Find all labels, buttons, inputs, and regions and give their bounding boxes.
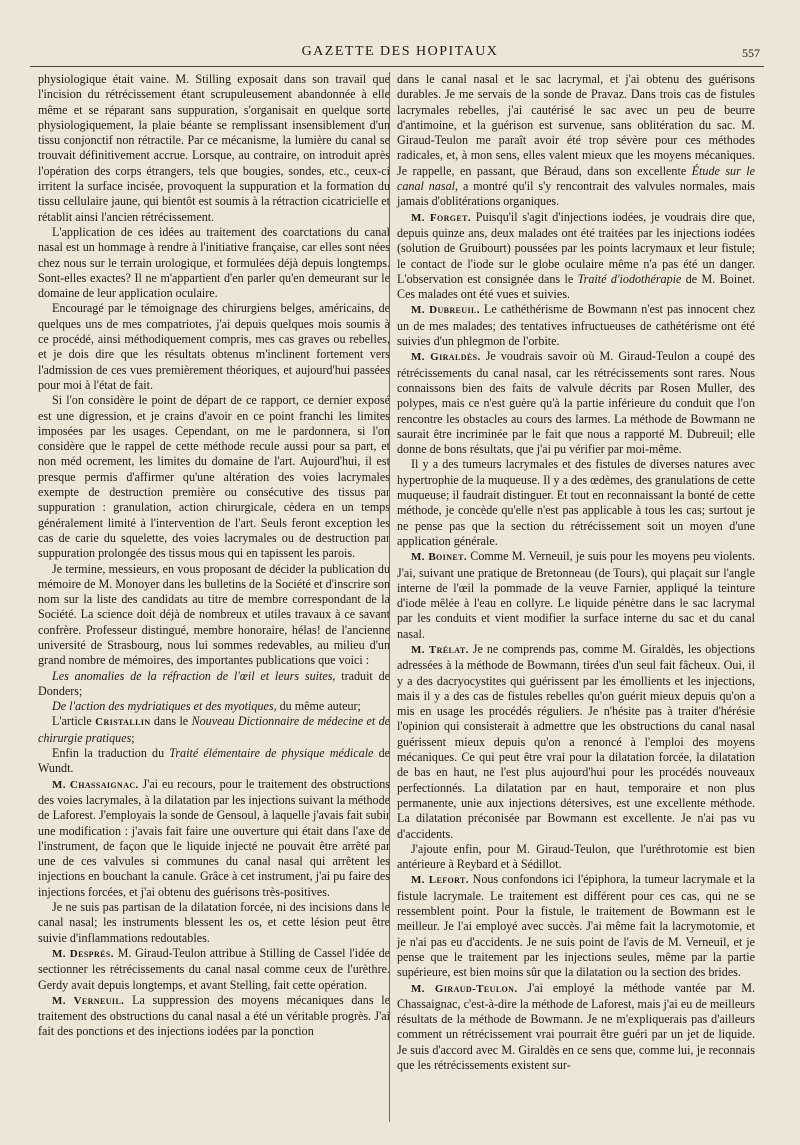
- work-title: De l'action des mydriatiques et des myotiques: [52, 699, 274, 714]
- page-number: 557: [742, 46, 760, 60]
- speaker-name: M. Trélat.: [411, 643, 469, 656]
- left-column: [38, 72, 390, 1040]
- paragraph: [38, 777, 390, 900]
- work-title: Nouveau Dictionnaire de médecine et de chirurgie pratiques: [38, 714, 390, 745]
- paragraph: [38, 714, 390, 746]
- page-header-title: GAZETTE DES HOPITAUX: [301, 44, 499, 59]
- paragraph: [397, 642, 755, 842]
- paragraph-text: dans le: [150, 714, 192, 729]
- paragraph-text: , a montré qu'il s'y rencontrait des valvules normales, mais jamais d'oblitérations organiques.: [397, 179, 755, 209]
- paragraph: [38, 946, 390, 993]
- paragraph: [397, 302, 755, 349]
- paragraph-text: , du même auteur;: [273, 699, 361, 714]
- paragraph: [397, 981, 755, 1074]
- paragraph: [38, 993, 390, 1040]
- paragraph-text: Je voudrais savoir où M. Giraud-Teulon a coupé des rétrécissements du canal nasal, car les rétrécissements sont rares. Nous connaissons bien des faits de valvule décrits par Rosen Muller, des polypes, mais ce n'est guère qu'à la partie inférieure du conduit que l'on rencontre les obstacles au cours des larmes. La méthode de Bowmann ne saurait être incriminée par le fait que nous a rapporté M. Dubreuil; elle donne de bons résultats, que j'ai pu vérifier par moi-même.: [397, 349, 755, 457]
- paragraph-text: Enfin la traduction du: [52, 746, 170, 761]
- paragraph: [397, 72, 755, 210]
- work-title: Traité élémentaire de physique médicale: [169, 746, 374, 761]
- paragraph-text: J'ai eu recours, pour le traitement des obstructions des voies lacrymales, à la dilatation par les injections suivant la méthode de Laforest. J'employais la sonde de Gensoul, à laquelle j'avais fait subir une modification : j'avais fait faire une ouverture qui était dans l'axe de l'instrument, de façon que le liquide injecté ne pouvait être arrêté par une de ces valvules si communes du canal nasal qui arrêtent les injections en bouchant la canule. Grâce à cet instrument, j'ai pu faire des injections forcées, et j'ai obtenu des guérisons très-positives.: [38, 776, 391, 899]
- work-title: Traité d'iodothérapie: [577, 271, 682, 286]
- header-rule: [30, 66, 764, 67]
- paragraph-text: M. Giraud-Teulon attribue à Stilling de Cassel l'idée de sectionner les rétrécissements du canal nasal comme ceux de l'urèthre. Gerdy avait depuis longtemps, et avant Stelling, fait cette opération.: [38, 945, 390, 992]
- paragraph: [38, 301, 390, 393]
- paragraph-text: Je ne suis pas partisan de la dilatation forcée, ni des incisions dans le canal nasal; les instruments blessent les os, et cette lésion peut être suivie d'inflammations redoutables.: [38, 900, 390, 945]
- paragraph-text: Le cathéthérisme de Bowmann n'est pas innocent chez un de mes malades; des tentatives infructueuses de cathétérisme ont été suivies d'un phlegmon de l'orbite.: [397, 302, 755, 349]
- right-column: [397, 72, 755, 1073]
- paragraph-text: J'ajoute enfin, pour M. Giraud-Teulon, que l'uréthrotomie est bien antérieure à Reybard et à Sédillot.: [397, 841, 755, 872]
- paragraph-text: Je ne comprends pas, comme M. Giraldès, les objections adressées à la méthode de Bowmann, tirées d'un seul fait fâcheux. Oui, il y a des dacryocystites qui guérissent par les émollients et les injections, mais il y a des cas de fistules rebelles qu'on guérit mieux depuis qu'on a mis en usage les procédés réguliers. Je n'hésite pas à traiter d'hérésie l'opinion qui consisterait à admettre que les obstructions du canal nasal guérissent mieux depuis qu'on a renoncé à l'emploi des moyens mécaniques. Ce qui peut être vrai pour la dilatation forcée, la dilatation de bas en haut, ne l'est plus aujourd'hui pour les procédés nouveaux perfectionnés. La dilatation par en haut, temporaire et non plus permanente, unie aux injections détersives, est une excellente méthode. La dilatation préconisée par Bowmann est excellente. Je n'ai pas vu d'accidents.: [397, 641, 755, 841]
- paragraph-text: Comme M. Verneuil, je suis pour les moyens peu violents. J'ai, suivant une pratique de Bretonneau (de Tours), qui plaçait sur l'angle interne de l'œil la pommade de la veuve Farnier, appliqué la teinture d'iode mêlée à l'eau en collyre. Le liquide pénètre dans le sac lacrymal par les conduits et vient modifier la surface interne du sac et du canal nasal.: [397, 549, 755, 641]
- paragraph: [38, 669, 390, 700]
- paragraph: [38, 393, 390, 561]
- speaker-name: M. Chassaignac.: [52, 778, 139, 791]
- work-title: Les anomalies de la réfraction de l'œil et leurs suites: [52, 668, 333, 683]
- paragraph: [397, 872, 755, 980]
- paragraph: [38, 225, 390, 301]
- paragraph: [38, 699, 390, 714]
- paragraph: [397, 210, 755, 303]
- paragraph-text: Encouragé par le témoignage des chirurgiens belges, américains, de quelques uns de mes compatriotes, j'ai depuis quelques mois soumis à ce procédé, ainsi méthodiquement compris, mes cas graves ou rebelles, et je dois dire que les résultats obtenus m'inclinent fortement vers l'admission de ces vues premièrement théoriques, et aujourd'hui passées pour moi à l'état de fait.: [38, 301, 390, 392]
- speaker-name: M. Boinet.: [411, 551, 467, 564]
- paragraph: [397, 457, 755, 549]
- article-name: Cristallin: [95, 716, 151, 729]
- paragraph: [397, 349, 755, 457]
- speaker-name: M. Verneuil.: [52, 994, 125, 1007]
- speaker-name: M. Després.: [52, 947, 114, 960]
- paragraph: [38, 746, 390, 777]
- paragraph: [38, 562, 390, 669]
- paragraph-text: de Wundt.: [38, 746, 390, 776]
- paragraph-text: ;: [131, 730, 135, 745]
- paragraph-text: physiologique était vaine. M. Stilling exposait dans son travail que l'incision du rétrécissement étant scrupuleusement abandonnée à elle même et se réparant sans suppuration, s'organisait en quelque sorte physiologiquement, la plaie béante se remplissant insensiblement d'un tissu conjonctif non rétractile. Par ce mécanisme, la lumière du canal se trouvait définitivement accrue. Lorsque, au contraire, on introduit après l'opération des corps étrangers, tels que bougies, sondes, etc., ceux-ci irritent la surface incisée, provoquent la suppuration et la formation du tissu cellulaire jaune, qui bientôt est soumis à la rétraction cicatricielle et rétablit ainsi l'ancien rétrécissement.: [38, 72, 390, 224]
- paragraph: [397, 842, 755, 873]
- paragraph-text: dans le canal nasal et le sac lacrymal, et j'ai obtenu des guérisons durables. Je me servais de la sonde de Pravaz. Dans trois cas de fistules lacrymales rebelles, j'ai cautérisé le sac avec un peu de beurre d'antimoine, et la guérison est survenue, sans oblitération du sac. M. Giraud-Teulon me paraît avoir été trop sévère pour ces méthodes radicales, et, à mon sens, elles valent mieux que les moyens mécaniques. Je rappelle, en passant, que Béraud, dans son excellente: [397, 72, 755, 178]
- paragraph-text: Nous confondons ici l'épiphora, la tumeur lacrymale et la fistule lacrymale. Le traitement est différent pour ces cas, qui ne se ressemblent point. Pour la fistule, le traitement de Bowmann est le meilleur. Je l'ai employé avec succès. J'ai même fait la lacrymotomie, et je n'ai pas eu d'accidents. Je ne suis point de l'avis de M. Verneuil, et je pense que le traitement par les injections seules, même par la partie supérieure, est bien moins sûr que la dilatation ou la section des brides.: [397, 872, 756, 980]
- speaker-name: M. Lefort.: [411, 874, 469, 887]
- paragraph-text: Il y a des tumeurs lacrymales et des fistules de diverses natures avec hypertrophie de la muqueuse. Il y a des œdèmes, des granulations de cette muqueuse; il faudrait distinguer. Et tout en reconnaissant la bonté de cette méthode, je concède qu'elle n'est pas applicable à tous les cas; surtout je ne pense pas que la section du rétrécissement soit un moyen d'une application générale.: [397, 457, 755, 548]
- work-title: Étude sur le canal nasal: [397, 163, 755, 194]
- paragraph-text: , traduit de Donders;: [38, 668, 390, 698]
- paragraph-text: L'application de ces idées au traitement des coarctations du canal nasal est un hommage à rendre à l'initiative française, car elles sont nées chez nous sur le terrain urologique, et formulées déjà depuis longtemps. Sont-elles exactes? Il ne m'appartient d'en parler qu'en demeurant sur le domaine de leur application oculaire.: [38, 224, 390, 301]
- paragraph: [397, 549, 755, 642]
- paragraph: [38, 900, 390, 946]
- paragraph-text: La suppression des moyens mécaniques dans le traitement des obstructions du canal nasal a été un véritable progrès. J'ai fait des ponctions et des injections iodées par la ponction: [38, 992, 390, 1039]
- paragraph-text: Puisqu'il s'agit d'injections iodées, je voudrais dire que, depuis quinze ans, deux malades ont été traitées par les injections iodées (solution de Gruibourt) poussées par les points lacrymaux et leur fistule; le contact de l'iode sur le globe oculaire même n'a pas été un danger. L'observation est consignée dans le: [397, 209, 755, 286]
- speaker-name: M. Forget.: [411, 211, 472, 224]
- speaker-name: M. Giraud-Teulon.: [411, 982, 518, 995]
- speaker-name: M. Giraldès.: [411, 351, 481, 364]
- paragraph: [38, 72, 390, 225]
- paragraph-text: L'article: [52, 714, 96, 729]
- column-divider: [389, 72, 390, 1122]
- speaker-name: M. Dubreuil.: [411, 304, 480, 317]
- paragraph-text: Si l'on considère le point de départ de ce rapport, ce dernier exposé est une digression, et je crains d'avoir en ce point franchi les limites imposées par les usages. Cependant, on me le pardonnera, si l'on considère que le rappel de cette méthode recule aussi pour sa part, et non méd ocrement, les limites du domaine de l'art. Aujourd'hui, il est presque permis d'affirmer qu'une altération des voies lacrymales exempte de destruction première ou consécutive des tissus par suppuration : granulation, action chirurgicale, cèdera en un temps généralement limité à l'intervention de l'art. Seuls feront exception les cas de carie du squelette, des voies lacrymales ou de destruction par suppuration prolongée des tissus mous qui en tapissent les parois.: [38, 393, 390, 561]
- paragraph-text: Je termine, messieurs, en vous proposant de décider la publication du mémoire de M. Monoyer dans les bulletins de la Société et d'inscrire son nom sur la liste des candidats au titre de membre correspondant de la Société. La science doit déjà de nombreux et utiles travaux à ce savant confrère. Professeur distingué, membre honoraire, hélas! de l'ancienne université de Strasbourg, nous lui sommes redevables, au milieu d'un grand nombre de mémoires, des importantes publications que voici :: [38, 561, 390, 668]
- paragraph-text: de M. Boinet. Ces malades ont été vues et suivies.: [397, 271, 755, 302]
- paragraph-text: J'ai employé la méthode vantée par M. Chassaignac, c'est-à-dire la méthode de Laforest, mais j'ai eu de meilleurs résultats de la méthode de Bowmann. Je ne m'expliquerais pas d'ailleurs comment un rétrécissement vrai pourrait être guéri par un jet de liquide. Je suis d'accord avec M. Giraldès en ce sens que, comme lui, je reconnais que les rétrécissements existent sur-: [397, 980, 755, 1072]
